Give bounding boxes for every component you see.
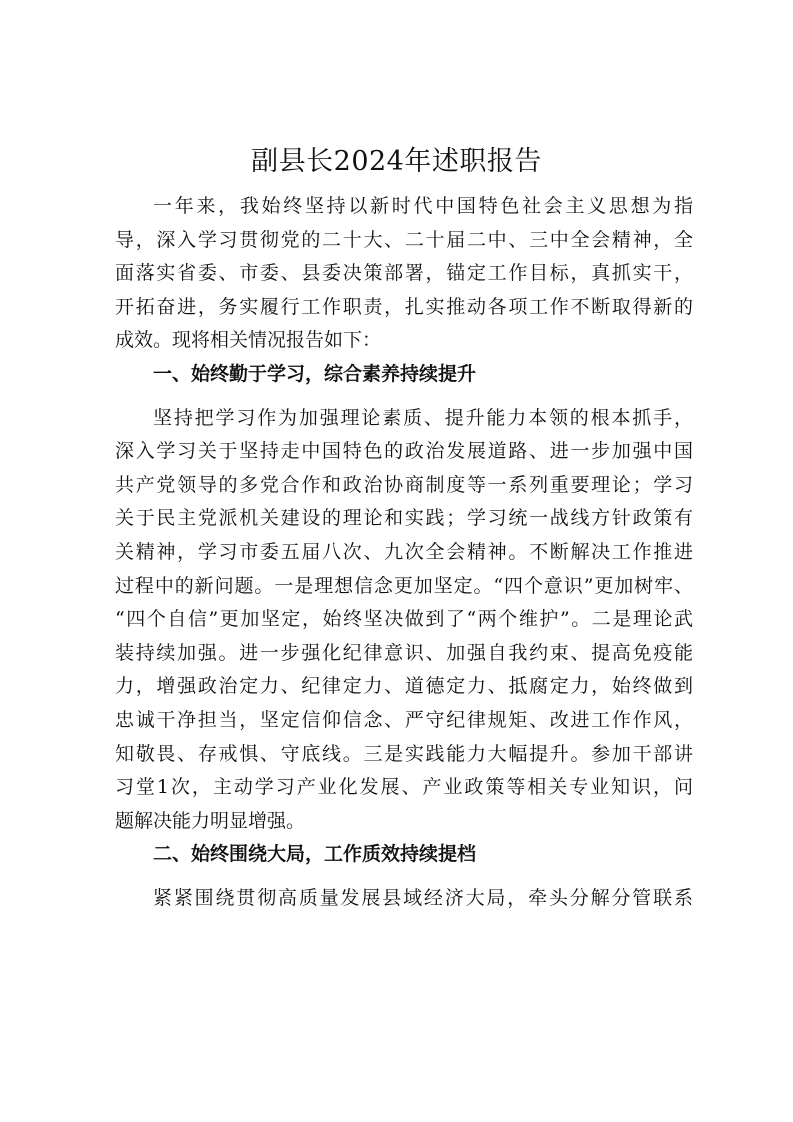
document-body bbox=[115, 190, 693, 915]
section1-line: 共产党领导的多党合作和政治协商制度等一系列重要理论；学习 bbox=[115, 473, 693, 496]
section-heading-2: 二、始终围绕大局，工作质效持续提档 bbox=[153, 843, 477, 866]
section1-line: 知敬畏、存戒惧、守底线。三是实践能力大幅提升。参加干部讲 bbox=[115, 742, 693, 765]
intro-line: 导，深入学习贯彻党的二十大、二十届二中、三中全会精神，全 bbox=[115, 228, 693, 251]
section1-line: “四个自信”更加坚定，始终坚决做到了“两个维护”。二是理论武 bbox=[115, 608, 693, 631]
section1-line: 忠诚干净担当，坚定信仰信念、严守纪律规矩、改进工作作风， bbox=[115, 708, 693, 731]
document-title: 副县长2024年述职报告 bbox=[251, 146, 542, 177]
section1-line: 过程中的新问题。一是理想信念更加坚定。“四个意识”更加树牢、 bbox=[115, 574, 693, 597]
section1-line: 题解决能力明显增强。 bbox=[115, 809, 306, 832]
intro-line: 一年来，我始终坚持以新时代中国特色社会主义思想为指 bbox=[153, 195, 693, 217]
intro-line: 开拓奋进，务实履行工作职责，扎实推动各项工作不断取得新的 bbox=[115, 295, 693, 318]
intro-line: 成效。现将相关情况报告如下： bbox=[115, 329, 382, 352]
spacer bbox=[115, 872, 693, 882]
intro-line: 面落实省委、市委、县委决策部署，锚定工作目标，真抓实干， bbox=[115, 262, 693, 285]
spacer bbox=[115, 392, 693, 402]
section1-line: 深入学习关于坚持走中国特色的政治发展道路、进一步加强中国 bbox=[115, 440, 693, 463]
section1-line: 关精神，学习市委五届八次、九次全会精神。不断解决工作推进 bbox=[115, 540, 693, 563]
section2-line: 紧紧围绕贯彻高质量发展县域经济大局，牵头分解分管联系 bbox=[153, 886, 693, 909]
section1-line: 装持续加强。进一步强化纪律意识、加强自我约束、提高免疫能 bbox=[115, 641, 693, 664]
section1-line: 习堂1次，主动学习产业化发展、产业政策等相关专业知识，问 bbox=[115, 776, 693, 799]
section1-line: 关于民主党派机关建设的理论和实践；学习统一战线方针政策有 bbox=[115, 507, 693, 530]
section-heading-1: 一、始终勤于学习，综合素养持续提升 bbox=[153, 362, 477, 385]
section1-line: 力，增强政治定力、纪律定力、道德定力、抵腐定力，始终做到 bbox=[115, 675, 693, 698]
section1-line: 坚持把学习作为加强理论素质、提升能力本领的根本抓手， bbox=[153, 406, 693, 429]
